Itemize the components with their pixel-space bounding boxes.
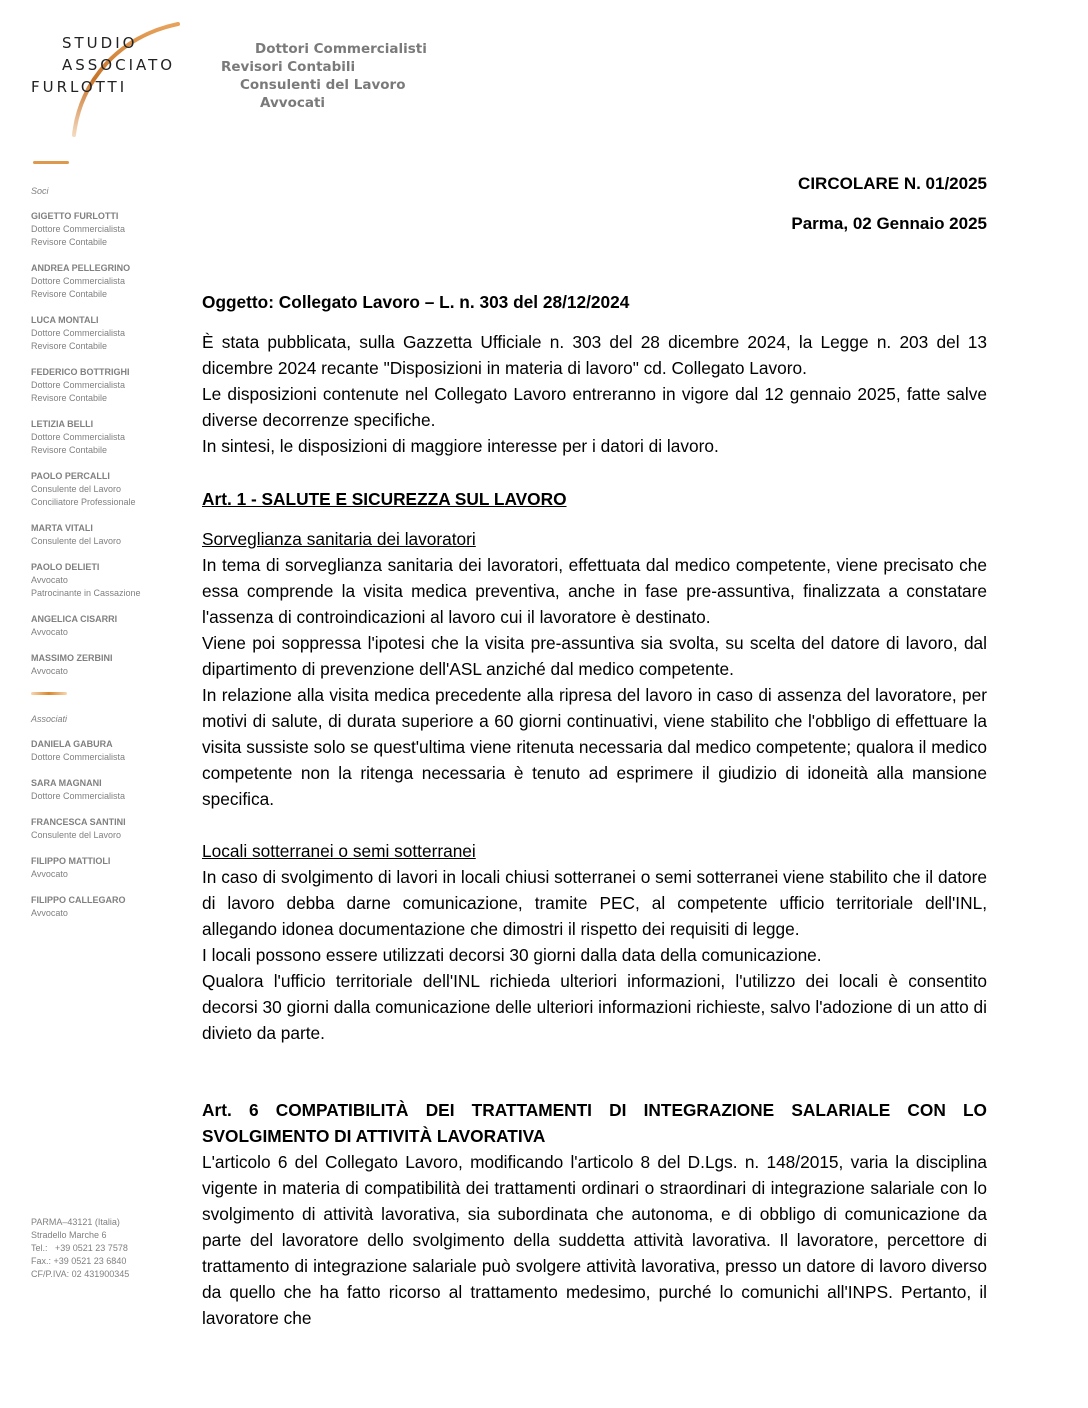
member-name: ANGELICA CISARRI: [31, 614, 118, 624]
member-role: Revisore Contabile: [31, 237, 108, 247]
member-entry: [31, 738, 181, 764]
member-role: Consulente del Lavoro: [31, 484, 122, 494]
section-divider: [31, 692, 67, 695]
art6-section: [202, 1097, 987, 1331]
member-entry: [31, 314, 181, 353]
art6-paragraph: L'articolo 6 del Collegato Lavoro, modificando l'articolo 8 del D.Lgs. n. 148/2015, varia la disciplina vigente in materia di compatibilità dei trattamenti ordinari o straordinari di integrazione salariale con lo svolgimento di attività lavorativa, sia subordinata che autonoma, e di obbligo di comunicazione da parte del lavoratore dello svolgimento della suddetta attività lavorativa. Il lavoratore, percettore di trattamento di integrazione salariale può svolgere attività lavorativa, presso un datore di lavoro diverso da quello che ha fatto ricorso al trattamento medesimo, purché lo comunichi all'INPS. Pertanto, il lavoratore che: [202, 1152, 987, 1328]
member-name: ANDREA PELLEGRINO: [31, 263, 131, 273]
member-role: Avvocato: [31, 869, 68, 879]
place-date: Parma, 02 Gennaio 2025: [791, 214, 987, 233]
art1-sub1-heading: Sorveglianza sanitaria dei lavoratori: [202, 529, 476, 549]
member-role: Revisore Contabile: [31, 341, 108, 351]
intro-section: [202, 329, 987, 459]
member-name: DANIELA GABURA: [31, 739, 113, 749]
member-name: FILIPPO MATTIOLI: [31, 856, 111, 866]
art6-heading: Art. 6 COMPATIBILITÀ DEI TRATTAMENTI DI INTEGRAZIONE SALARIALE CON LO SVOLGIMENTO DI ATTIVITÀ LAVORATIVA: [202, 1100, 987, 1146]
intro-paragraph: In sintesi, le disposizioni di maggiore interesse per i datori di lavoro.: [202, 436, 719, 456]
sidebar-members: [31, 185, 181, 933]
logo-line-1: STUDIO: [62, 34, 138, 52]
member-name: LETIZIA BELLI: [31, 419, 94, 429]
member-role: Dottore Commercialista: [31, 791, 126, 801]
art1-paragraph: Qualora l'ufficio territoriale dell'INL richieda ulteriori informazioni, l'utilizzo dei locali è consentito decorsi 30 giorni dalla comunicazione delle ulteriori informazioni richieste, salvo l'adozione di un atto di divieto da parte.: [202, 971, 987, 1043]
member-role: Dottore Commercialista: [31, 224, 126, 234]
member-role: Avvocato: [31, 627, 68, 637]
member-entry: [31, 366, 181, 405]
member-role: Dottore Commercialista: [31, 328, 126, 338]
soci-heading: Soci: [31, 186, 49, 196]
art1-paragraph: In tema di sorveglianza sanitaria dei lavoratori, effettuata dal medico competente, viene precisato che essa comprende la visita medica preventiva, anche in fase pre-assuntiva, finalizzata a constatare l'assenza di controindicazioni al lavoro cui il lavoratore è destinato.: [202, 555, 987, 627]
professions-list: [220, 40, 427, 112]
art1-heading: Art. 1 - SALUTE E SICUREZZA SUL LAVORO: [202, 489, 567, 509]
member-name: FILIPPO CALLEGARO: [31, 895, 126, 905]
member-role: Consulente del Lavoro: [31, 536, 122, 546]
member-role: Consulente del Lavoro: [31, 830, 122, 840]
studio-logo: [0, 0, 200, 180]
vat-number: CF/P.IVA: 02 431900345: [31, 1269, 130, 1279]
fax-number: Fax.: +39 0521 23 6840: [31, 1256, 127, 1266]
associati-heading: Associati: [31, 714, 68, 724]
profession-item: Dottori Commercialisti: [255, 41, 427, 57]
profession-item: Avvocati: [260, 95, 326, 111]
member-entry: [31, 894, 181, 920]
intro-paragraph: È stata pubblicata, sulla Gazzetta Ufficiale n. 303 del 28 dicembre 2024, la Legge n. 203 del 13 dicembre 2024 recante "Disposizioni in materia di lavoro" cd. Collegato Lavoro.: [202, 332, 987, 378]
member-entry: [31, 855, 181, 881]
member-entry: [31, 561, 181, 600]
member-role: Revisore Contabile: [31, 393, 108, 403]
logo-line-3: FURLOTTI: [31, 78, 128, 96]
member-role: Avvocato: [31, 575, 68, 585]
member-entry: [31, 613, 181, 639]
member-name: GIGETTO FURLOTTI: [31, 211, 119, 221]
member-name: MASSIMO ZERBINI: [31, 653, 113, 663]
member-role: Patrocinante in Cassazione: [31, 588, 141, 598]
member-name: FRANCESCA SANTINI: [31, 817, 126, 827]
subject-line: Oggetto: Collegato Lavoro – L. n. 303 del 28/12/2024: [202, 292, 630, 312]
member-entry: [31, 816, 181, 842]
phone-number: Tel.: +39 0521 23 7578: [31, 1243, 128, 1253]
member-role: Revisore Contabile: [31, 445, 108, 455]
member-role: Dottore Commercialista: [31, 752, 126, 762]
address-city: PARMA–43121 (Italia): [31, 1217, 120, 1227]
member-role: Dottore Commercialista: [31, 432, 126, 442]
contact-info: [31, 1216, 129, 1281]
member-entry: [31, 652, 181, 678]
member-entry: [31, 522, 181, 548]
art1-paragraph: In caso di svolgimento di lavori in locali chiusi sotterranei o semi sotterranei viene stabilito che il datore di lavoro debba darne comunicazione, tramite PEC, al competente ufficio territoriale dell'INL, allegando idonea documentazione che dimostri il rispetto dei requisiti di legge.: [202, 867, 987, 939]
profession-item: Revisori Contabili: [221, 59, 356, 75]
art1-sub2-heading: Locali sotterranei o semi sotterranei: [202, 841, 476, 861]
member-entry: [31, 262, 181, 301]
member-role: Conciliatore Professionale: [31, 497, 136, 507]
address-street: Stradello Marche 6: [31, 1230, 107, 1240]
art1-paragraph: In relazione alla visita medica precedente alla ripresa del lavoro in caso di assenza del lavoratore, per motivi di salute, di durata superiore a 60 giorni continuativi, viene stabilito che l'obbligo di effettuare la visita sussiste solo se quest'ultima viene ritenuta necessaria dal medico competente; qualora il medico competente non la ritenga necessaria è tenuto ad esprimere il giudizio di idoneità alla mansione specifica.: [202, 685, 987, 809]
member-name: PAOLO PERCALLI: [31, 471, 110, 481]
member-entry: [31, 470, 181, 509]
member-role: Revisore Contabile: [31, 289, 108, 299]
profession-item: Consulenti del Lavoro: [240, 77, 406, 93]
circolare-number: CIRCOLARE N. 01/2025: [798, 174, 987, 193]
member-name: SARA MAGNANI: [31, 778, 102, 788]
member-role: Dottore Commercialista: [31, 276, 126, 286]
member-name: PAOLO DELIETI: [31, 562, 100, 572]
member-role: Dottore Commercialista: [31, 380, 126, 390]
logo-line-2: ASSOCIATO: [62, 56, 176, 74]
member-entry: [31, 418, 181, 457]
member-name: LUCA MONTALI: [31, 315, 99, 325]
member-name: MARTA VITALI: [31, 523, 93, 533]
art1-paragraph: Viene poi soppressa l'ipotesi che la visita pre-assuntiva sia svolta, su scelta del datore di lavoro, dal dipartimento di prevenzione dell'ASL anziché dal medico competente.: [202, 633, 987, 679]
intro-paragraph: Le disposizioni contenute nel Collegato Lavoro entreranno in vigore dal 12 gennaio 2025, fatte salve diverse decorrenze specifiche.: [202, 384, 987, 430]
art1-paragraph: I locali possono essere utilizzati decorsi 30 giorni dalla data della comunicazione.: [202, 945, 822, 965]
member-entry: [31, 210, 181, 249]
member-role: Avvocato: [31, 666, 68, 676]
member-role: Avvocato: [31, 908, 68, 918]
member-name: FEDERICO BOTTRIGHI: [31, 367, 130, 377]
member-entry: [31, 777, 181, 803]
art1-section: [202, 486, 987, 1046]
